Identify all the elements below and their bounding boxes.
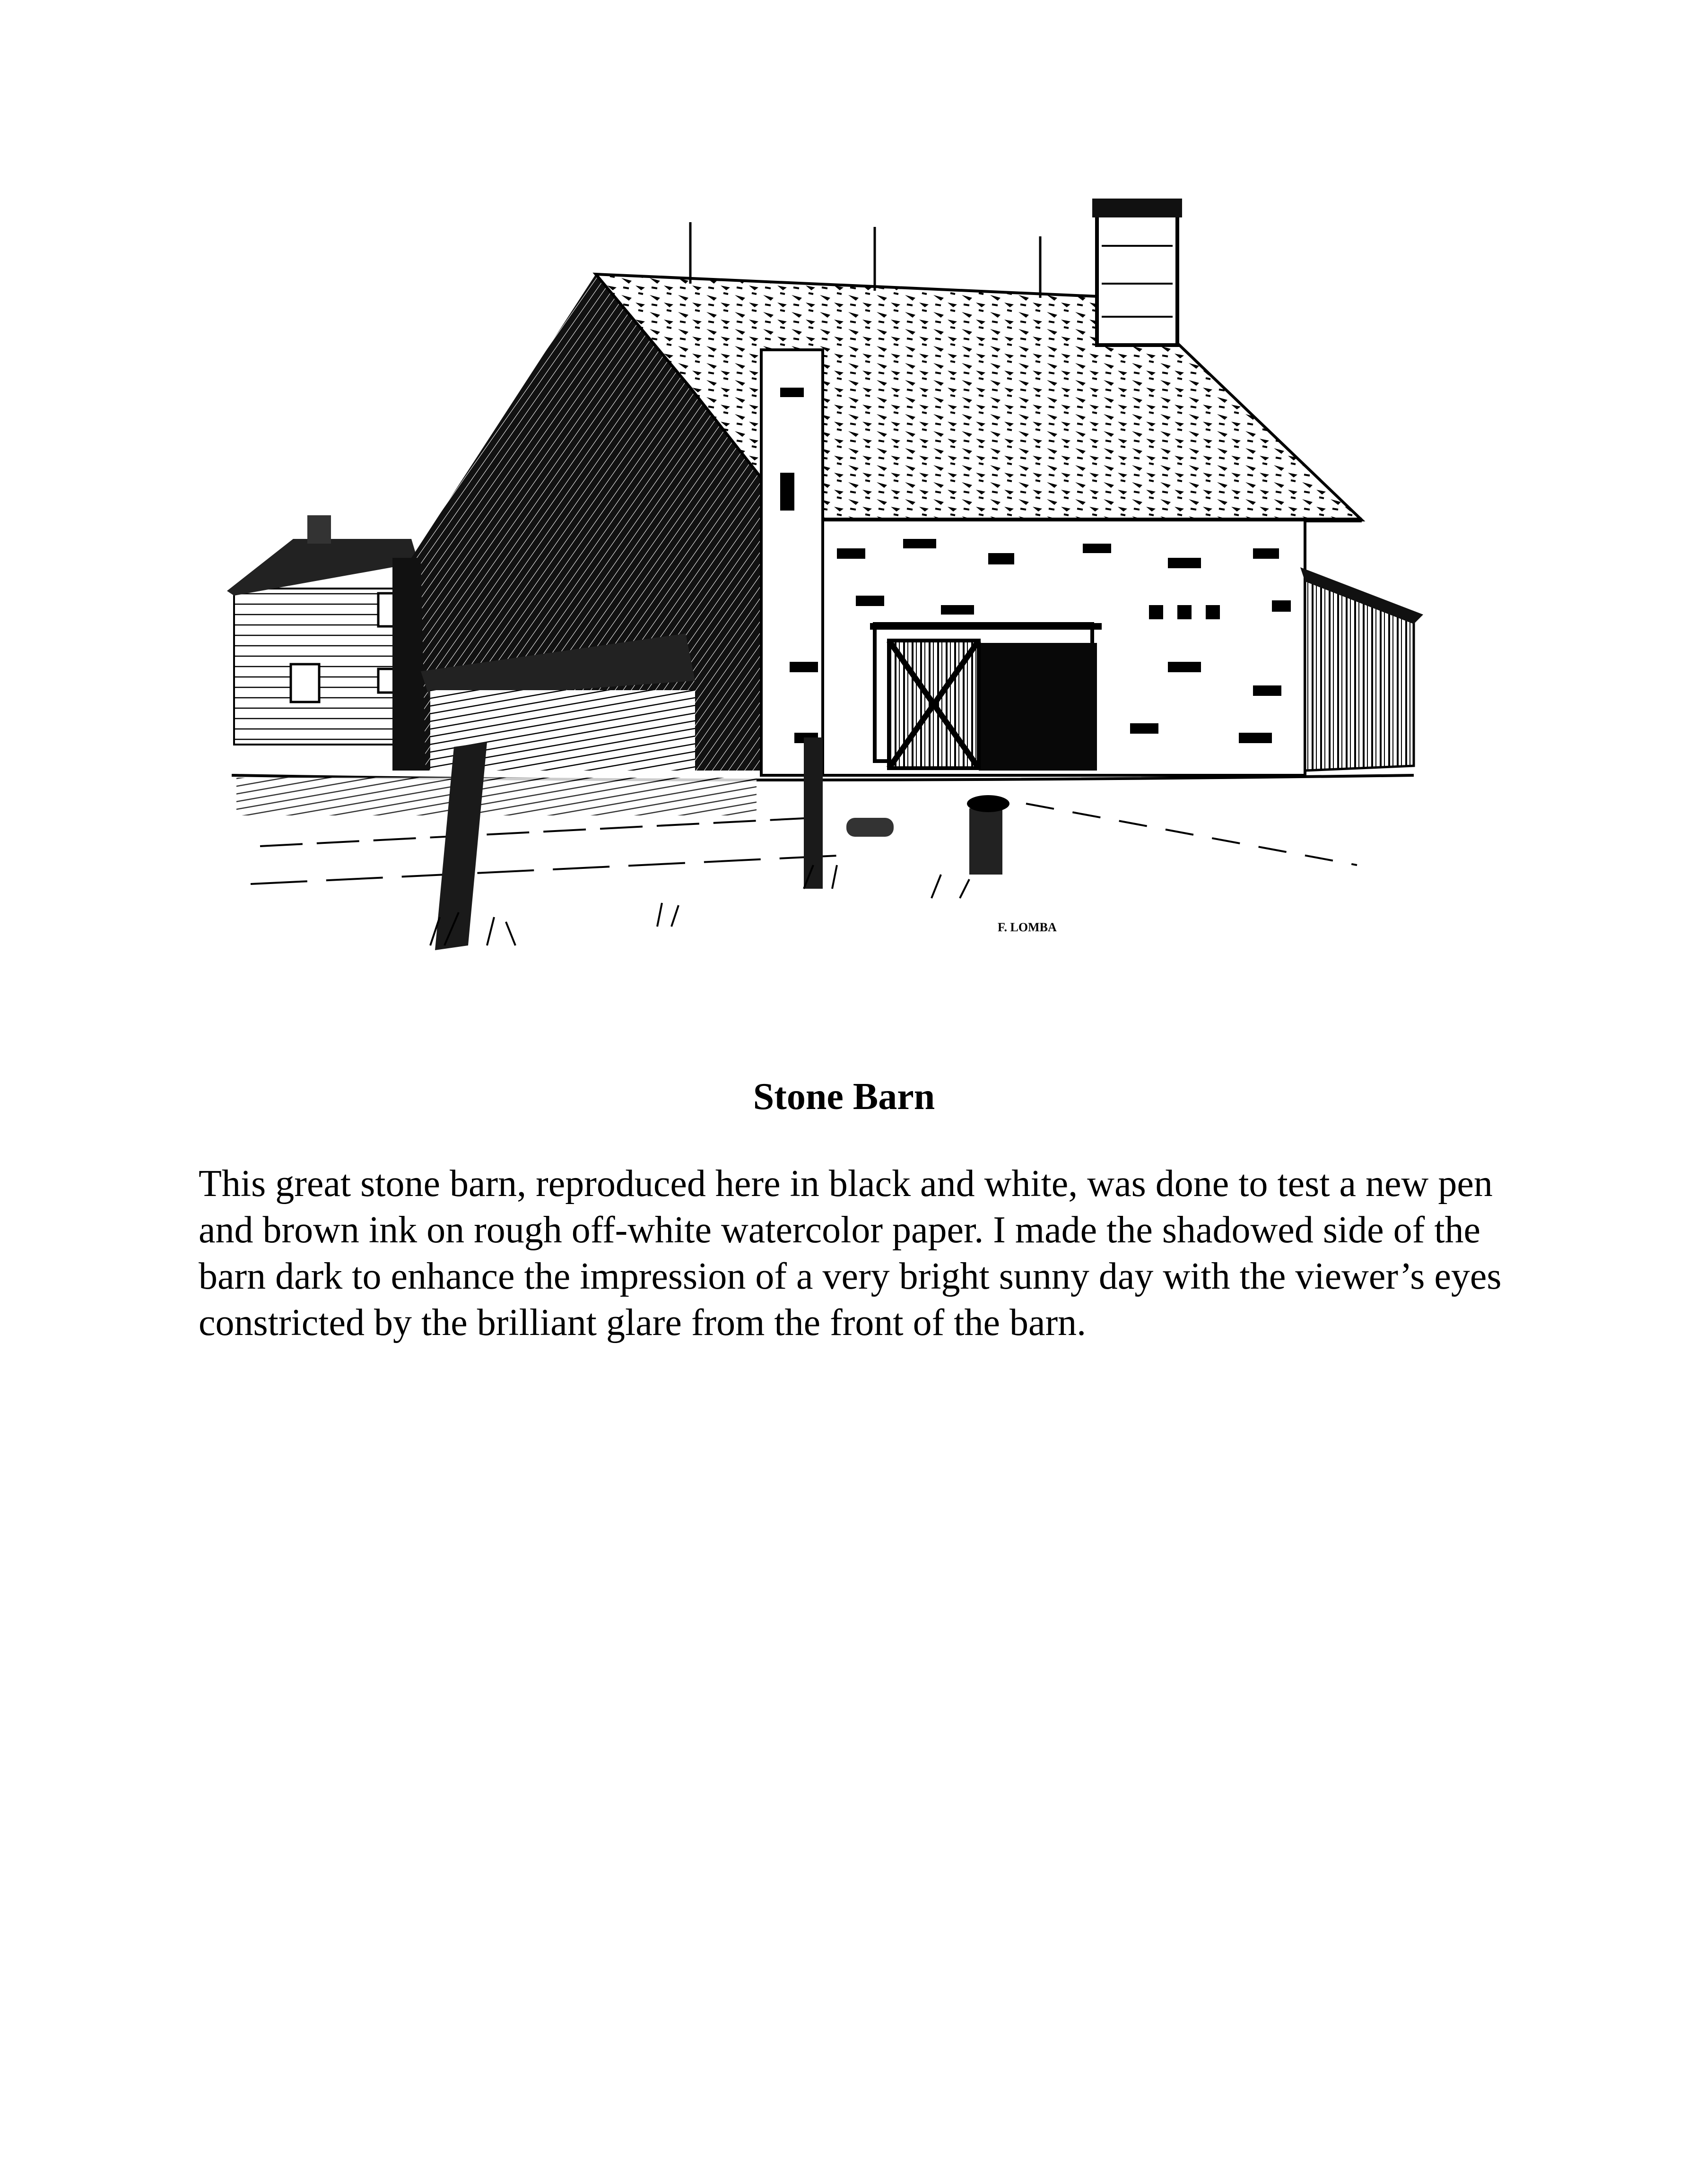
side-shed [1300, 567, 1423, 771]
artist-signature: F. LOMBA [998, 920, 1057, 934]
page-title: Stone Barn [753, 1076, 935, 1118]
farmhouse [227, 515, 418, 745]
caption-paragraph: This great stone barn, reproduced here in black and white, was done to test a new pen and brown ink on rough off-white watercolor paper. I made the shadowed side of the barn dark to enhance the impression of a very bright sunny day with the viewer’s eyes constricted by the brilliant glare from the front of the barn. [199, 1163, 1502, 1343]
barn-illustration [222, 189, 1452, 974]
